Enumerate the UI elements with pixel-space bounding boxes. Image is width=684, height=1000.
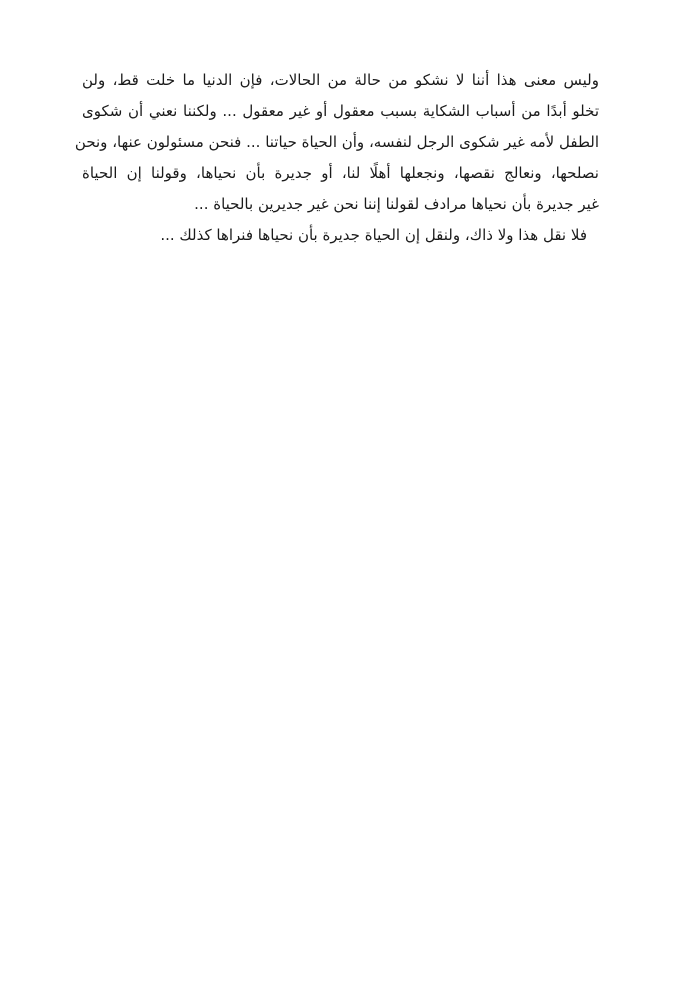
text-line: وليس معنى هذا أننا لا نشكو من حالة من الحالات، فإن الدنيا ما خلت قط، ولن [82,71,599,89]
paragraph [82,220,599,251]
text-line: نصلحها، ونعالج نقصها، ونجعلها أهلًا لنا، أو جديرة بأن نحياها، وقولنا إن الحياة [82,164,599,182]
text-line: تخلو أبدًا من أسباب الشكاية بسبب معقول أو غير معقول ... ولكننا نعني أن شكوى [82,102,599,120]
paragraph [74,65,599,220]
body-text [74,65,599,251]
text-line: غير جديرة بأن نحياها مرادف لقولنا إننا نحن غير جديرين بالحياة ... [194,195,599,213]
text-line: فلا نقل هذا ولا ذاك، ولنقل إن الحياة جديرة بأن نحياها فنراها كذلك ... [160,226,587,244]
text-line: الطفل لأمه غير شكوى الرجل لنفسه، وأن الحياة حياتنا ... فنحن مسئولون عنها، ونحن [74,133,599,151]
